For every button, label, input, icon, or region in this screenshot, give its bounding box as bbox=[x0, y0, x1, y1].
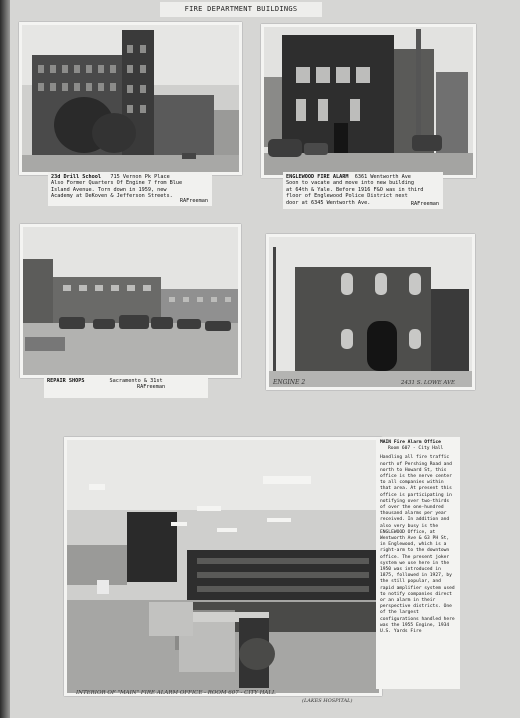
main-office-handwritten-sub: (LAKES HOSPITAL) bbox=[302, 698, 353, 704]
englewood-name: ENGLEWOOD FIRE ALARM bbox=[286, 174, 349, 180]
repair-shops-credit: RAFreeman bbox=[137, 384, 166, 391]
englewood-image bbox=[264, 27, 473, 175]
photo-englewood bbox=[261, 24, 476, 178]
repair-shops-image bbox=[23, 227, 238, 375]
drill-school-address: 715 Vernon Pk Place bbox=[110, 174, 170, 180]
caption-drill-school bbox=[48, 172, 212, 206]
drill-school-line-1: Also Former Quarters Of Engine 7 from Blue bbox=[51, 180, 183, 187]
text-card-heading: MAIN Fire Alarm Office bbox=[380, 440, 441, 445]
englewood-address: 6361 Wentworth Ave bbox=[354, 174, 411, 180]
englewood-line-3: floor of Englewood Police District next bbox=[286, 193, 408, 200]
caption-repair-shops bbox=[44, 376, 208, 398]
photo-main-office bbox=[64, 437, 382, 696]
photo-repair-shops bbox=[20, 224, 241, 378]
engine-2-image bbox=[269, 237, 472, 387]
drill-school-image bbox=[22, 25, 239, 172]
englewood-line-4: door at 6345 Wentworth Ave. bbox=[286, 199, 371, 206]
text-card-body: Handling all fire traffic north of Pershing Road and north to Howard St, this office is the nerve center to all companies within that area. At present this office is participating in notifying over two-thirds of over the one-hundred thousand alarms per year received. In addition and also very busy is the ENGLEWOOD Office, at Wentworth Ave & 63 PH St, in Englewood, which is a right-arm to the downtown office. The present joker system we use here in the 1950 was introduced in 1875, followed in 1927, by the still popular, and rapid amplifier system used to notify companies direct or an alarm in their perspective districts. One of the largest configurations handled here was the 1955 Engine, 1934 U.S. Yards Fire bbox=[380, 455, 455, 635]
caption-englewood bbox=[283, 172, 443, 209]
binding-edge bbox=[0, 0, 10, 718]
englewood-line-1: Soon to vacate and move into new building bbox=[286, 180, 415, 187]
englewood-line-2: at 64th & Yale. Before 1916 F&O was in third bbox=[286, 186, 424, 193]
englewood-credit: RAFreeman bbox=[410, 200, 439, 207]
photo-drill-school bbox=[19, 22, 242, 175]
repair-shops-address: Sacramento & 31st bbox=[109, 378, 163, 384]
repair-shops-name: REPAIR SHOPS bbox=[47, 378, 85, 384]
drill-school-name: 23d Drill School bbox=[51, 174, 101, 180]
main-office-image bbox=[67, 440, 379, 693]
drill-school-credit: RAFreeman bbox=[179, 197, 208, 204]
main-office-handwritten-caption: INTERIOR OF "MAIN" FIRE ALARM OFFICE - ROOM 607 - CITY HALL bbox=[76, 690, 276, 696]
page-title: FIRE DEPARTMENT BUILDINGS bbox=[160, 2, 322, 17]
engine-2-handwritten-left: ENGINE 2 bbox=[273, 379, 306, 386]
main-office-text-card bbox=[376, 437, 460, 689]
drill-school-line-3: Academy at DeKoven & Jefferson Streets. bbox=[51, 193, 173, 200]
text-card-subheading: Room 607 - City Hall bbox=[388, 446, 444, 452]
photo-engine-2 bbox=[266, 234, 475, 390]
drill-school-line-2: Island Avenue. Torn down in 1959, new bbox=[51, 186, 167, 193]
engine-2-handwritten-right: 2431 S. LOWE AVE bbox=[401, 380, 456, 386]
